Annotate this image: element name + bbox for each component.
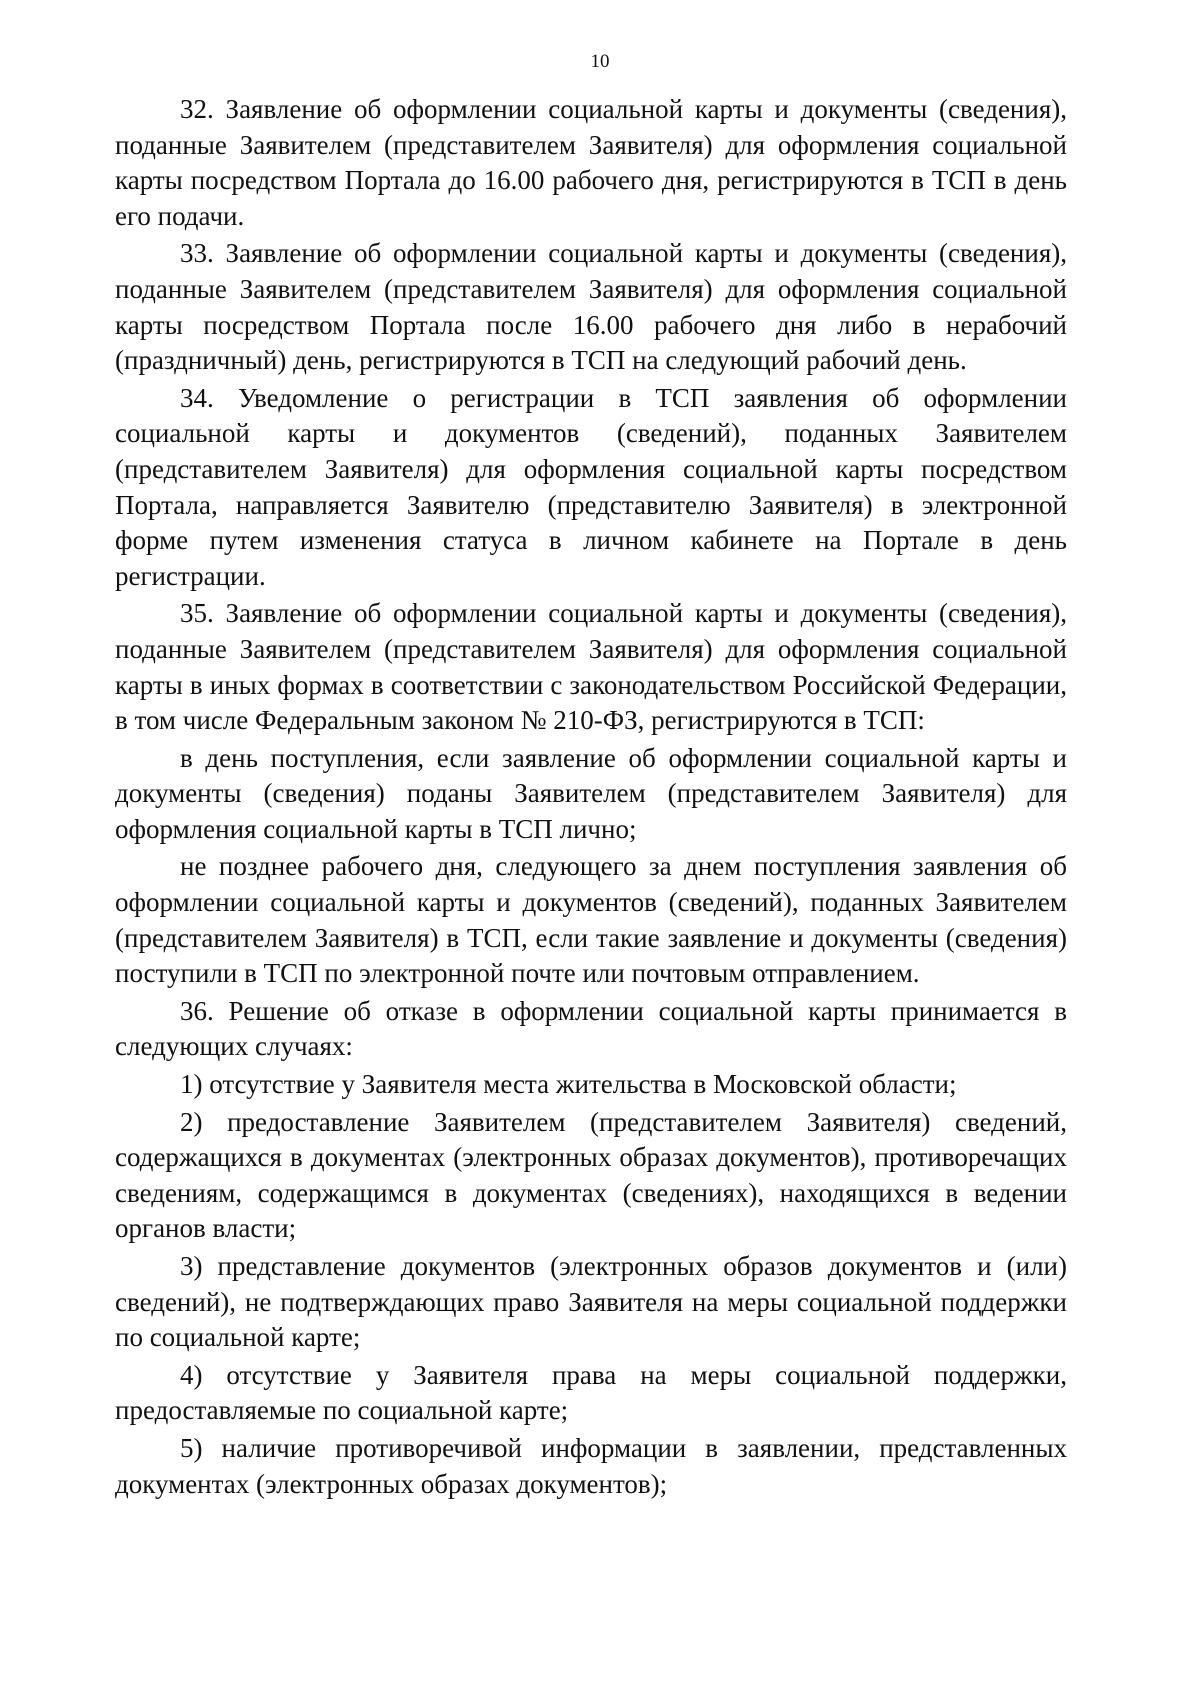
refusal-reason-1: 1) отсутствие у Заявителя места жительства в Московской области;	[180, 1069, 957, 1100]
page-number: 10	[590, 51, 610, 72]
document-body	[115, 92, 1067, 1504]
paragraph-35-item-mail: не позднее рабочего дня, следующего за днем поступления заявления об оформлении социальной карты и документов (сведений), поданных Заявителем (представителем Заявителя) в ТСП, если такие заявление и документы (сведения) поступили в ТСП по электронной почте или почтовым отправлением.	[115, 851, 1067, 989]
paragraph-35-item-in-person: в день поступления, если заявление об оформлении социальной карты и документы (сведения) поданы Заявителем (представителем Заявителя) для оформления социальной карты в ТСП лично;	[115, 742, 1067, 844]
paragraph-36: 36. Решение об отказе в оформлении социальной карты принимается в следующих случаях:	[115, 995, 1067, 1062]
refusal-reason-3: 3) представление документов (электронных образов документов и (или) сведений), не подтверждающих право Заявителя на меры социальной поддержки по социальной карте;	[115, 1251, 1067, 1353]
refusal-reason-4: 4) отсутствие у Заявителя права на меры социальной поддержки, предоставляемые по социальной карте;	[115, 1359, 1067, 1426]
refusal-reason-5: 5) наличие противоречивой информации в заявлении, представленных документах (электронных образах документов);	[115, 1432, 1067, 1499]
paragraph-35: 35. Заявление об оформлении социальной карты и документы (сведения), поданные Заявителем (представителем Заявителя) для оформления социальной карты в иных формах в соответствии с законодательством Российской Федерации, в том числе Федеральным законом № 210-ФЗ, регистрируются в ТСП:	[115, 598, 1067, 736]
paragraph-33: 33. Заявление об оформлении социальной карты и документы (сведения), поданные Заявителем (представителем Заявителя) для оформления социальной карты посредством Портала после 16.00 рабочего дня либо в нерабочий (праздничный) день, регистрируются в ТСП на следующий рабочий день.	[115, 238, 1067, 376]
paragraph-32: 32. Заявление об оформлении социальной карты и документы (сведения), поданные Заявителем (представителем Заявителя) для оформления социальной карты посредством Портала до 16.00 рабочего дня, регистрируются в ТСП в день его подачи.	[115, 94, 1067, 231]
paragraph-34: 34. Уведомление о регистрации в ТСП заявления об оформлении социальной карты и документов (сведений), поданных Заявителем (представителем Заявителя) для оформления социальной карты посредством Портала, направляется Заявителю (представителю Заявителя) в электронной форме путем изменения статуса в личном кабинете на Портале в день регистрации.	[115, 382, 1067, 591]
refusal-reason-2: 2) предоставление Заявителем (представителем Заявителя) сведений, содержащихся в документах (электронных образах документов), противоречащих сведениям, содержащимся в документах (сведениях), находящихся в ведении органов власти;	[115, 1106, 1067, 1244]
